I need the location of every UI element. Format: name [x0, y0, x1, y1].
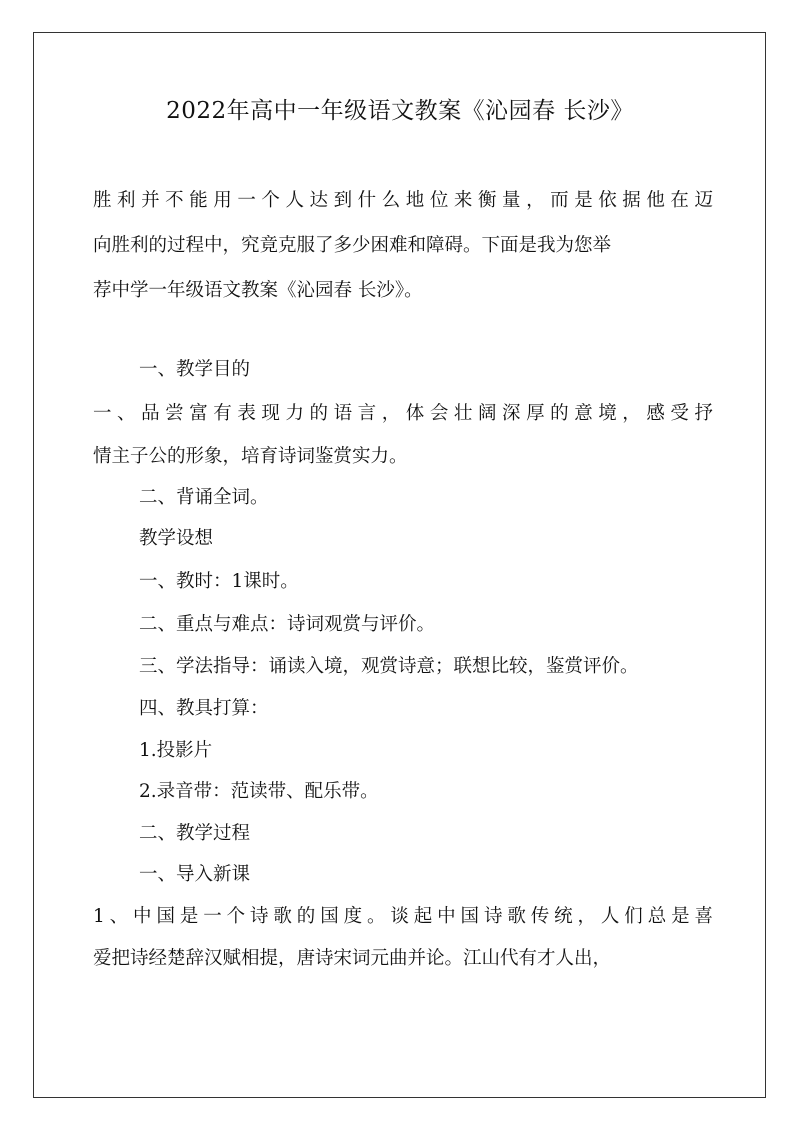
- introduction-paragraph-line-1: 1、中国是一个诗歌的国度。谈起中国诗歌传统，人们总是喜: [93, 906, 713, 927]
- plan-item-teaching-aids: 四、教具打算：: [139, 698, 269, 719]
- aid-item-projection: 1.投影片: [139, 740, 213, 761]
- plan-item-lesson-time: 一、教时：1课时。: [139, 571, 299, 592]
- intro-paragraph-line-1: 胜利并不能用一个人达到什么地位来衡量，而是依据他在迈: [93, 190, 713, 211]
- goal-item-1-line-1: 一、品尝富有表现力的语言，体会壮阔深厚的意境，感受抒: [93, 403, 713, 424]
- introduction-paragraph-line-2: 爱把诗经楚辞汉赋相提，唐诗宋词元曲并论。江山代有才人出，: [93, 948, 612, 969]
- goal-item-2: 二、背诵全词。: [139, 487, 269, 508]
- intro-paragraph-line-2: 向胜利的过程中，究竟克服了多少困难和障碍。下面是我为您举: [93, 235, 612, 256]
- goal-item-1-line-2: 情主子公的形象，培育诗词鉴赏实力。: [93, 446, 408, 467]
- section-heading-teaching-process: 二、教学过程: [139, 823, 251, 844]
- section-heading-teaching-goals: 一、教学目的: [139, 359, 251, 380]
- document-title: 2022年高中一年级语文教案《沁园春 长沙》: [166, 98, 634, 124]
- plan-item-key-points: 二、重点与难点：诗词观赏与评价。: [139, 614, 436, 635]
- plan-item-study-method: 三、学法指导：诵读入境，观赏诗意；联想比较，鉴赏评价。: [139, 656, 639, 677]
- intro-paragraph-line-3: 荐中学一年级语文教案《沁园春 长沙》。: [93, 280, 423, 301]
- section-heading-teaching-plan: 教学设想: [139, 528, 214, 549]
- aid-item-tape: 2.录音带：范读带、配乐带。: [139, 781, 379, 802]
- process-heading-introduction: 一、导入新课: [139, 864, 251, 885]
